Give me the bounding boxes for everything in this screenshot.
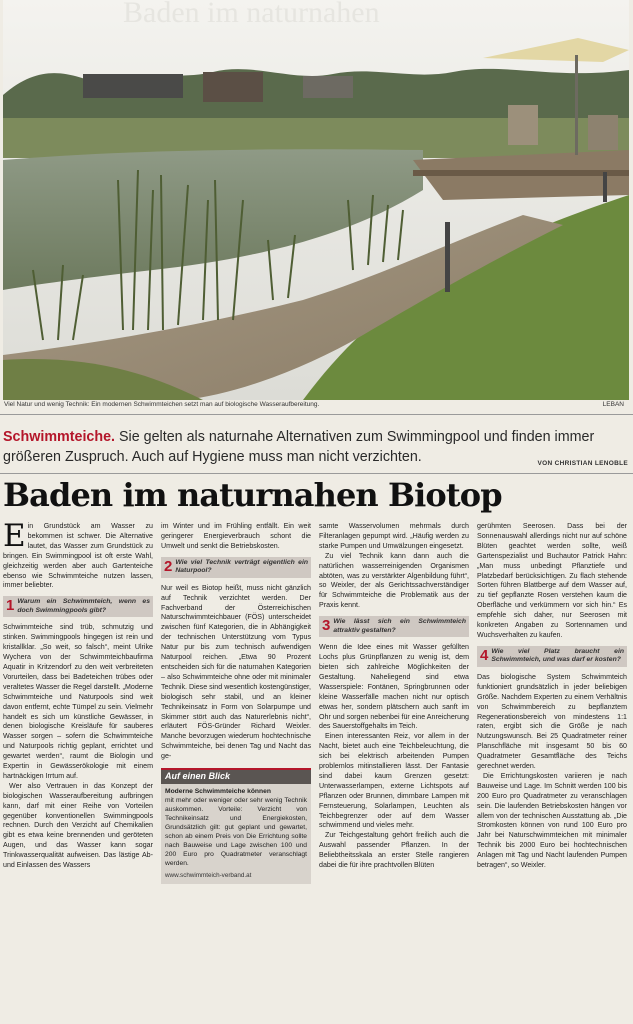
question-text: Wie lässt sich ein Schwimmteich attraktiv gestalten? <box>333 618 466 634</box>
headline: Baden im naturnahen Biotop <box>3 476 502 514</box>
info-box-title: Auf einen Blick <box>161 770 311 784</box>
question-number: 4 <box>480 646 489 664</box>
paragraph: Zur Teichgestaltung gehört freilich auch die Auswahl passender Pflanzen. In der Beliebtheitsskala an erster Stelle rangieren dabei die für ihre prachtvollen Blüten <box>319 831 469 870</box>
paragraph: Wenn die Idee eines mit Wasser gefüllten Lochs plus Grünpflanzen zu wenig ist, dem bieten sich zahlreiche Möglichkeiten der Gestaltung. Naheliegend sind etwa Wasserspiele: Fontänen, Springbrunnen oder kleine Wasserfälle machen nicht nur optisch etwas her, sondern plätschern auch sanft im Ohr und sorgen nebenbei für eine Anreicherung des Sauerstoffgehalts im Teich. <box>319 643 469 731</box>
swimming-pond-photo <box>3 0 629 400</box>
photo-caption-text: Viel Natur und wenig Technik: Ein modernen Schwimmteichen setzt man auf biologische Wasseraufbereitung. <box>4 401 320 408</box>
info-box <box>161 768 311 884</box>
column-1 <box>3 518 153 871</box>
paragraph: samte Wasservolumen mehrmals durch Filteranlagen gepumpt wird. „Häufig werden zu starke Pumpen und Umwälzungen eingesetzt. <box>319 522 469 550</box>
divider-top <box>0 414 633 415</box>
info-box-heading: Moderne Schwimmteiche können <box>165 787 271 795</box>
paragraph: Wer also Vertrauen in das Konzept der biologischen Wasseraufbereitung aufbringen kann, darf mit einer Reihe von Vorteilen gegenüber konventionellen Swimmingpools rechnen. Durch den Verzicht auf Chemikalien gibt es etwa keine brennenden und geröteten Augen, und das Wasser kann sogar Trinkwasserqualität aufweisen. Das lästige Ab- und Einlassen des Wassers <box>3 781 153 870</box>
column-3 <box>319 522 469 871</box>
column-4 <box>477 522 627 871</box>
question-box <box>477 646 627 667</box>
info-box-text: mit mehr oder weniger oder sehr wenig Technik auskommen. Vorteile: Verzicht von Technikeinsatz und Energiekosten, Grundsätzlich gilt: gut geplant und gewartet, schon ab einem Preis von Die Errichtung sollte nach Bauweise und Lage zwischen 100 und 200 Euro pro Quadratmeter veranschlagt werden. <box>165 796 307 867</box>
paragraph: Das biologische System Schwimmteich funktioniert grundsätzlich in jeder beliebigen Größe. Nachdem Experten zu einem Verhältnis von Schwimmbereich zu bepflanztem Regenerationsbereich von mindestens 1:1 raten, ergibt sich die Größe je nach Nutzungswunsch. Bei 25 Quadratmeter reiner Planschfläche mit insgesamt 50 bis 60 Quadratmeter Gesamtfläche des Teichs gerechnet werden. <box>477 672 627 771</box>
photo-caption <box>4 401 628 408</box>
question-number: 2 <box>164 557 173 575</box>
standfirst-text: Sie gelten als naturnahe Alternativen zum Swimmingpool und finden immer größeren Zuspruch. Auch auf Hygiene muss man nicht verzichten. <box>3 429 595 465</box>
paragraph: im Winter und im Frühling entfällt. Ein weit geringerer Energieverbrauch schont die Umwelt und senkt die Betriebskosten. <box>161 522 311 550</box>
question-box <box>161 557 311 578</box>
question-text: Wie viel Technik verträgt eigentlich ein Naturpool? <box>175 558 308 575</box>
question-box <box>319 616 469 637</box>
paragraph: Zu viel Technik kann dann auch die natürlichen wasserreinigenden Organismen abtöten, was zu verstärkter Algenbildung führt“, so Weixler, der als Gerichtssachverständiger für Schwimmteiche die Problematik aus der Praxis kennt. <box>319 551 469 610</box>
question-number: 3 <box>322 617 331 635</box>
byline: VON CHRISTIAN LENOBLE <box>537 460 628 467</box>
question-text: Wie viel Platz braucht ein Schwimmteich, und was darf er kosten? <box>491 647 624 664</box>
paragraph: Die Errichtungskosten variieren je nach Bauweise und Lage. Im Schnitt werden 100 bis 200 Euro pro Quadratmeter zu veranschlagen sein. Die laufenden Betriebskosten hängen vor allem von der technischen Ausstattung ab. „Die Stromkosten können von rund 100 Euro pro Jahr bei Naturschwimmteichen mit minimaler Technik bis 2000 Euro bei hochtechnischen Anlagen mit Tag und Nacht laufenden Pumpen betragen“, so Weixler. <box>477 771 627 870</box>
paragraph: Nur weil es Biotop heißt, muss nicht gänzlich auf Technik verzichtet werden. Der Fachverband der Österreichischen Naturschwimmteichbauer (FÖS) unterscheidet zwischen fünf Kategorien, die in Abhängigkeit der technischen Unterstützung vom Typus Natur pur bis zum technisch aufwendigen Naturpool reichen. „Etwa 90 Prozent entscheiden sich für die naturnahen Kategorien – also Schwimmteiche ohne oder mit minimaler Technik. Diese sind wesentlich kostengünstiger, biologisch sehr stabil, und an kleiner Technikeinsatz in Form von Solarpumpe und Skimmer stört auch das Naturerlebnis nicht“, erläutert FÖS-Gründer Richard Weixler. Manche bevorzugen wiederum hochtechnische Schwimmteiche, bei denen Tag und Nacht das ge- <box>161 583 311 761</box>
question-number: 1 <box>6 597 15 615</box>
photo-credit: LEBAN <box>602 401 624 408</box>
kicker: Schwimmteiche. <box>3 429 116 445</box>
paragraph: Schwimmteiche sind trüb, schmutzig und stinken. Swimmingpools hingegen ist rein und kristallklar. „So weit, so falsch“, meint Ulrike Wychera von der Schwimmteichbaufirma Aquatir in Kritzendorf zu den weit verbreiteten Vorurteilen, dass bei Badeteichen trübes oder veraltetes Wasser die Regel darstellt. „Moderne Schwimmteiche und Naturpools sind weit davon entfernt, echte Tümpel zu sein. Vielmehr handelt es sich um künstliche Gewässer, in denen biologische Kreisläufe für sauberes Wasser sorgen – sofern die Schwimmteiche und Naturpools richtig geplant, errichtet und gewartet werden“, raumt die Biologin und Expertin in Gewässerökologie mit einem hartnäckigen Irrtum auf. <box>3 623 153 780</box>
question-box <box>3 596 153 617</box>
article-photo <box>3 0 629 400</box>
question-text: Warum ein Schwimmteich, wenn es doch Swimmingpools gibt? <box>17 598 150 614</box>
divider-bottom <box>0 473 633 474</box>
info-box-body <box>161 784 311 871</box>
standfirst <box>3 427 628 474</box>
dropcap: E <box>3 518 26 554</box>
paragraph: Einen interessanten Reiz, vor allem in der Nacht, bietet auch eine Teichbeleuchtung, die sich bei elektrisch arbeitenden Pumpen problemlos mitinstallieren lässt. Der Fantasie sind dabei kaum Grenzen gesetzt: Unterwasserlampen, externe Lichtspots auf Pflanzen oder Brunnen, dimmbare Lampen mit Fernsteuerung, Solarlampen, Leuchten als Teichbegrenzer oder auf dem Wasser schwimmend und vieles mehr. <box>319 732 469 830</box>
paragraph <box>3 518 153 591</box>
svg-text:Baden im naturnahen: Baden im naturnahen <box>123 0 380 29</box>
paragraph: gerühmten Seerosen. Dass bei der Sonnenauswahl allerdings nicht nur auf schöne Blüten geachtet werden sollte, weiß Gartenspezialist und Buchautor Patrick Hahn: „Man muss unbedingt Pflanztiefe und Platzbedarf berücksichtigen. Zu flach stehende Sorten führen Blattberge auf dem Wasser auf, zu tief gepflanzte Rosen verstehen kaum die Oberfläche und verkümmern vor sich hin.“ Es empfehle sich daher, nur Seerosen mit konkreten Angaben zu Sortennamen und Wuchsverhalten zu kaufen. <box>477 522 627 639</box>
column-2 <box>161 522 311 884</box>
info-box-url: www.schwimmteich-verband.at <box>161 871 311 884</box>
paragraph-text: in Grundstück am Wasser zu bekommen ist schwer. Die Alternative lautet, das Wasser zum Grundstück zu bringen. Ein Swimmingpool ist oft erste Wahl, gleichzeitig werden aber auch Gartenteiche ebenso wie Schwimmteiche nutzen lassen, immer beliebter. <box>3 522 153 590</box>
